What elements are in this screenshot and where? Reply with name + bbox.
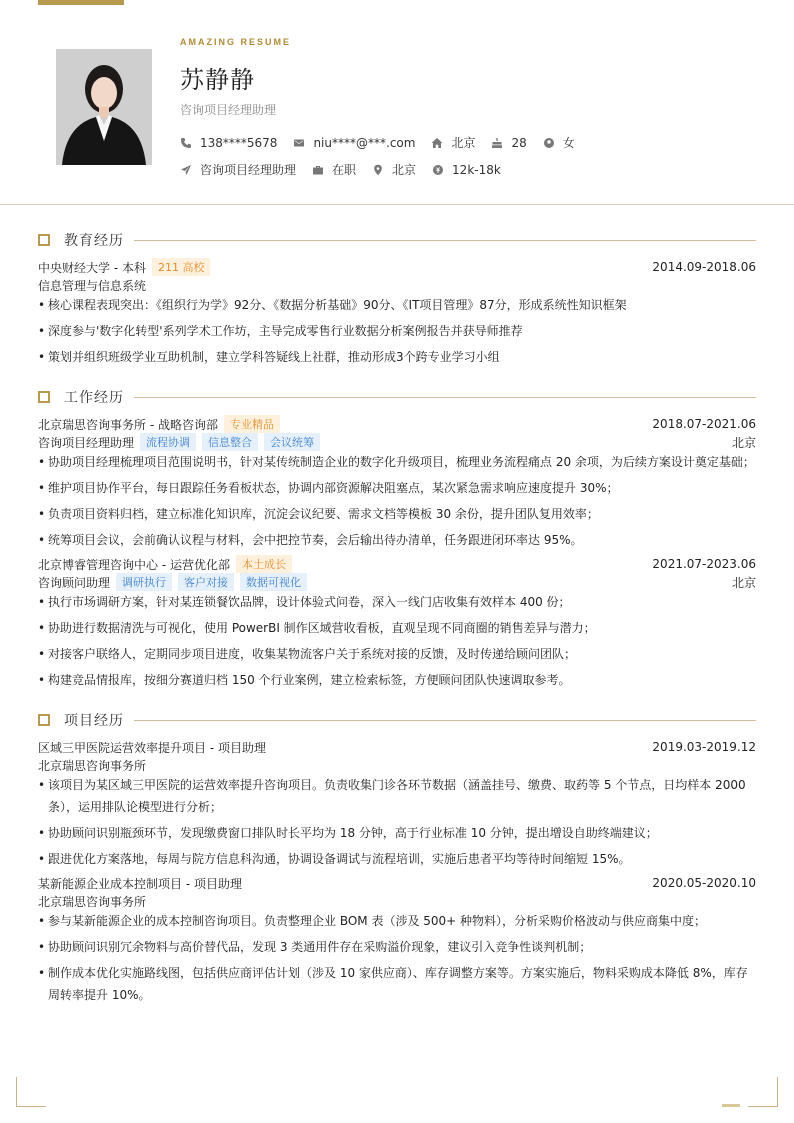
project-date: 2020.05-2020.10 [652, 876, 756, 890]
section-divider [134, 240, 756, 241]
project-date: 2019.03-2019.12 [652, 740, 756, 754]
section-title: 工作经历 [64, 390, 124, 406]
gender-value: 女 [562, 136, 575, 150]
location-value: 北京 [392, 163, 417, 177]
work-bullet: • 统筹项目会议，会前确认议程与材料，会中把控节奏，会后输出待办清单，任务跟进闭环率达 95%。 [38, 529, 756, 551]
role-name: 咨询顾问助理 [38, 575, 111, 590]
corner-dash-decoration [722, 1104, 740, 1107]
job-intent-row [180, 161, 517, 178]
section-title: 项目经历 [64, 713, 124, 729]
contact-row [180, 134, 591, 151]
square-bullet-icon [38, 714, 50, 726]
section-title: 教育经历 [64, 233, 124, 249]
mail-icon [293, 137, 305, 149]
intent-location [372, 161, 416, 178]
project-title-row [38, 738, 756, 756]
project-bullet: • 协助顾问识别瓶颈环节，发现缴费窗口排队时长平均为 18 分钟，高于行业标准 10 分钟，提出增设自助终端建议； [38, 822, 756, 844]
work-bullet: • 协助项目经理梳理项目范围说明书，针对某传统制造企业的数字化升级项目，梳理业务流程痛点 20 余项，为后续方案设计奠定基础； [38, 451, 756, 473]
section-divider [134, 720, 756, 721]
project-bullet: • 跟进优化方案落地，每周与院方信息科沟通，协调设备调试与流程培训，实施后患者平均等待时间缩短 15%。 [38, 848, 756, 870]
company-tag: 本土成长 [236, 555, 292, 573]
contact-gender [543, 134, 575, 151]
skill-tag: 信息整合 [202, 433, 258, 451]
status-value: 在职 [332, 163, 357, 177]
work-location: 北京 [731, 435, 756, 450]
work-company-row [38, 415, 756, 433]
section-education-header [38, 230, 756, 250]
work-bullet: • 维护项目协作平台，每日跟踪任务看板状态，协调内部资源解决阻塞点，某次紧急需求响应速度提升 30%； [38, 477, 756, 499]
briefcase-icon [312, 164, 324, 176]
project-bullet: • 参与某新能源企业的成本控制咨询项目。负责整理企业 BOM 表（涉及 500+ 种物料），分析采购价格波动与供应商集中度； [38, 910, 756, 932]
email-value: niu****@***.com [313, 135, 416, 150]
education-school-row [38, 258, 756, 276]
phone-icon [180, 137, 192, 149]
education-major-row [38, 276, 756, 294]
square-bullet-icon [38, 391, 50, 403]
skill-tag: 流程协调 [140, 433, 196, 451]
education-date: 2014.09-2018.06 [652, 260, 756, 274]
resume-header [0, 0, 794, 205]
position-value: 咨询项目经理助理 [200, 163, 297, 177]
work-bullet: • 协助进行数据清洗与可视化，使用 PowerBI 制作区域营收看板，直观呈现不同商圈的销售差异与潜力； [38, 617, 756, 639]
skill-tag: 调研执行 [116, 573, 172, 591]
work-bullet: • 负责项目资料归档，建立标准化知识库，沉淀会议纪要、需求文档等模板 30 余份，提升团队复用效率； [38, 503, 756, 525]
home-icon [431, 137, 443, 149]
square-bullet-icon [38, 234, 50, 246]
project-org: 北京瑞思咨询事务所 [38, 894, 147, 909]
money-icon [432, 164, 444, 176]
skill-tag: 数据可视化 [240, 573, 307, 591]
phone-value: 138****5678 [200, 135, 278, 150]
work-date: 2018.07-2021.06 [652, 417, 756, 431]
contact-age [491, 136, 526, 150]
section-work-header [38, 387, 756, 407]
role-name: 咨询项目经理助理 [38, 435, 135, 450]
project-title-row [38, 874, 756, 892]
work-company-row [38, 555, 756, 573]
work-location: 北京 [731, 575, 756, 590]
skill-tag: 客户对接 [178, 573, 234, 591]
profile-photo [56, 49, 152, 165]
location-pin-icon [372, 164, 384, 176]
intent-status [312, 161, 356, 178]
section-projects-header [38, 710, 756, 730]
school-name: 中央财经大学 - 本科 [38, 260, 146, 275]
project-org-row [38, 756, 756, 774]
city-value: 北京 [451, 136, 476, 150]
project-org: 北京瑞思咨询事务所 [38, 758, 147, 773]
contact-city [431, 134, 475, 151]
corner-decoration-right [748, 1077, 778, 1107]
send-icon [180, 164, 192, 176]
work-bullet: • 对接客户联络人，定期同步项目进度，收集某物流客户关于系统对接的反馈，及时传递给顾问团队； [38, 643, 756, 665]
gender-icon [543, 137, 555, 149]
education-bullet: • 核心课程表现突出：《组织行为学》92分、《数据分析基础》90分、《IT项目管理》87分，形成系统性知识框架 [38, 294, 756, 316]
skill-tag: 会议统筹 [264, 433, 320, 451]
section-divider [134, 397, 756, 398]
project-title: 区域三甲医院运营效率提升项目 - 项目助理 [38, 740, 266, 755]
school-tag: 211 高校 [152, 258, 211, 276]
company-name: 北京瑞思咨询事务所 - 战略咨询部 [38, 417, 218, 432]
age-value: 28 [511, 135, 527, 150]
work-bullet: • 执行市场调研方案，针对某连锁餐饮品牌，设计体验式问卷，深入一线门店收集有效样本 400 份； [38, 591, 756, 613]
major-name: 信息管理与信息系统 [38, 278, 147, 293]
candidate-title: 咨询项目经理助理 [180, 103, 277, 117]
project-bullet: • 该项目为某区域三甲医院的运营效率提升咨询项目。负责收集门诊各环节数据（涵盖挂号、缴费、取药等 5 个节点，日均样本 2000 条），运用排队论模型进行分析； [38, 774, 756, 818]
work-bullet: • 构建竞品情报库，按细分赛道归档 150 个行业案例，建立检索标签，方便顾问团队快速调取参考。 [38, 669, 756, 691]
brand-label: AMAZING RESUME [180, 37, 291, 47]
contact-phone [180, 136, 277, 150]
company-name: 北京博睿管理咨询中心 - 运营优化部 [38, 557, 230, 572]
project-org-row [38, 892, 756, 910]
education-bullet: • 深度参与'数字化转型'系列学术工作坊，主导完成零售行业数据分析案例报告并获导师推荐 [38, 320, 756, 342]
project-bullet: • 协助顾问识别冗余物料与高价替代品，发现 3 类通用件存在采购溢价现象，建议引入竞争性谈判机制； [38, 936, 756, 958]
work-role-row [38, 433, 756, 451]
project-bullet: • 制作成本优化实施路线图，包括供应商评估计划（涉及 10 家供应商）、库存调整方案等。方案实施后，物料采购成本降低 8%，库存周转率提升 10%。 [38, 962, 756, 1006]
project-title: 某新能源企业成本控制项目 - 项目助理 [38, 876, 242, 891]
education-bullet: • 策划并组织班级学业互助机制，建立学科答疑线上社群，推动形成3个跨专业学习小组 [38, 346, 756, 368]
company-tag: 专业精品 [224, 415, 280, 433]
cake-icon [491, 137, 503, 149]
intent-position [180, 161, 296, 178]
work-date: 2021.07-2023.06 [652, 557, 756, 571]
work-role-row [38, 573, 756, 591]
contact-email [293, 136, 415, 150]
salary-value: 12k-18k [452, 162, 501, 177]
candidate-name: 苏静静 [180, 66, 255, 94]
corner-decoration-left [16, 1077, 46, 1107]
intent-salary [432, 163, 501, 177]
